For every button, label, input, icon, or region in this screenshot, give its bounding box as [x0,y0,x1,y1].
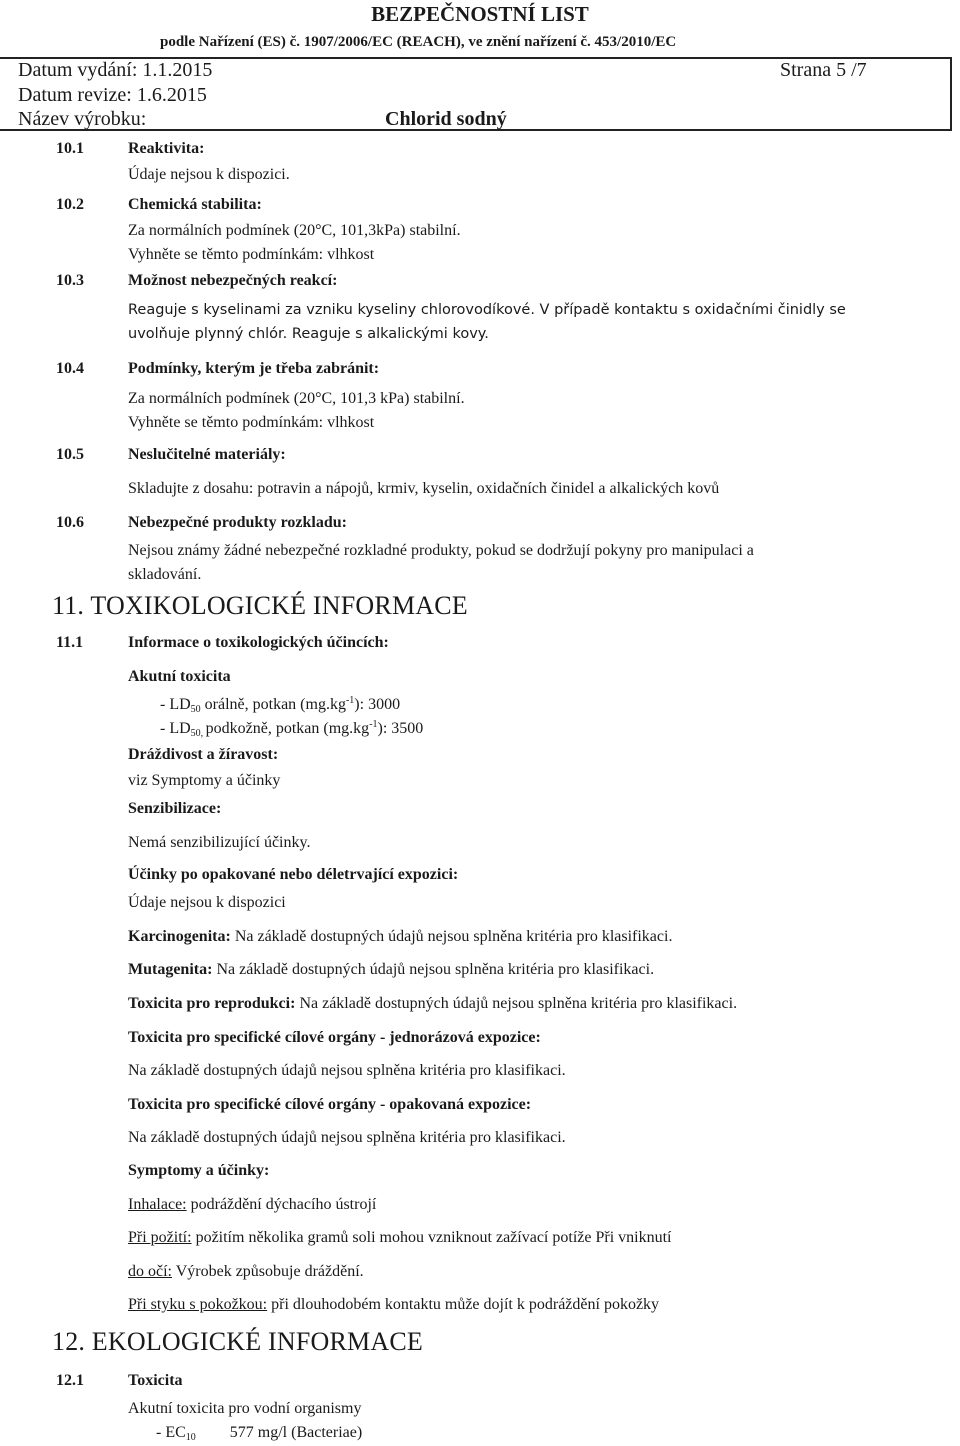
section-text: Skladujte z dosahu: potravin a nápojů, krmiv, kyselin, oxidačních činidel a alkalických kovů [128,480,720,497]
section-text: uvolňuje plynný chlór. Reaguje s alkalickými kovy. [128,326,489,342]
product-name: Chlorid sodný [385,108,507,130]
inline-text: Výrobek způsobuje dráždění. [172,1263,364,1280]
symptom-eyes [128,1263,364,1281]
inline-label: do očí: [128,1263,172,1280]
section-number: 10.6 [56,514,84,531]
section-text: Za normálních podmínek (20°C, 101,3kPa) stabilní. [128,222,461,239]
ld-text: orálně, potkan (mg.kg [200,696,346,713]
ec10-value [156,1424,362,1442]
inline-text: Na základě dostupných údajů nejsou splněna kritéria pro klasifikaci. [230,928,673,945]
section-number: 10.3 [56,272,84,289]
chapter-heading: 11. TOXIKOLOGICKÉ INFORMACE [52,591,468,620]
issue-date: Datum vydání: 1.1.2015 [18,59,213,81]
section-title: Nebezpečné produkty rozkladu: [128,514,347,531]
inline-text: Na základě dostupných údajů nejsou splněna kritéria pro klasifikaci. [295,995,738,1012]
subsection-title: Symptomy a účinky: [128,1162,270,1179]
subsection-title: Senzibilizace: [128,800,222,817]
subsection-text: viz Symptomy a účinky [128,772,281,789]
ld-superscript: -1 [369,719,378,730]
section-text: skladování. [128,566,202,583]
section-text: Reaguje s kyselinami za vzniku kyseliny chlorovodíkové. V případě kontaktu s oxidačními činidly se [128,302,846,318]
section-title: Podmínky, kterým je třeba zabránit: [128,360,380,377]
section-text: Za normálních podmínek (20°C, 101,3 kPa) stabilní. [128,390,465,407]
subsection-title: Účinky po opakované nebo déletrvající expozici: [128,866,459,883]
inline-text: podráždění dýchacího ústrojí [186,1196,377,1213]
ld-value: ): 3500 [377,720,424,737]
inline-label: Toxicita pro reprodukci: [128,995,296,1012]
ld-subscript: 50 [190,704,201,715]
inline-text: při dlouhodobém kontaktu může dojít k podráždění pokožky [267,1296,660,1313]
inline-label: Při požití: [128,1229,192,1246]
ec-subscript: 10 [185,1432,196,1443]
section-title: Chemická stabilita: [128,196,262,213]
section-number: 11.1 [56,634,84,651]
document-title: BEZPEČNOSTNÍ LIST [371,2,589,26]
symptom-ingestion [128,1229,671,1247]
ld50-dermal [160,720,423,738]
inline-text: požitím několika gramů soli mohou vzniknout zažívací potíže Při vniknutí [191,1229,672,1246]
inline-label: Karcinogenita: [128,928,231,945]
subsection-title: Akutní toxicita [128,668,231,685]
subsection-title: Toxicita pro specifické cílové orgány - jednorázová expozice: [128,1029,541,1046]
chapter-heading: 12. EKOLOGICKÉ INFORMACE [52,1327,423,1356]
ec-label: - EC [156,1424,186,1441]
section-title: Neslučitelné materiály: [128,446,286,463]
section-number: 10.1 [56,140,84,157]
inline-label: Mutagenita: [128,961,213,978]
section-text: Vyhněte se těmto podmínkám: vlhkost [128,414,375,431]
section-number: 10.2 [56,196,84,213]
section-title: Možnost nebezpečných reakcí: [128,272,338,289]
ld-label: - LD [160,696,191,713]
mutagenicity [128,961,654,979]
carcinogenicity [128,928,672,946]
ld-value: ): 3000 [354,696,401,713]
section-number: 12.1 [56,1372,84,1389]
subsection-text: Na základě dostupných údajů nejsou splněna kritéria pro klasifikaci. [128,1062,566,1079]
subsection-title: Toxicita pro specifické cílové orgány - opakovaná expozice: [128,1096,532,1113]
inline-label: Inhalace: [128,1196,187,1213]
product-label: Název výrobku: [18,108,147,130]
ld-subscript: 50, [190,728,206,739]
symptom-skin [128,1296,659,1314]
section-number: 10.4 [56,360,84,377]
section-number: 10.5 [56,446,84,463]
regulation-subtitle: podle Nařízení (ES) č. 1907/2006/EC (REACH), ve znění nařízení č. 453/2010/EC [160,34,677,50]
subsection-text: Akutní toxicita pro vodní organismy [128,1400,362,1417]
subsection-title: Dráždivost a žíravost: [128,746,279,763]
ld-label: - LD [160,720,191,737]
symptom-inhalation [128,1196,376,1214]
reproductive-toxicity [128,995,737,1013]
ec-text: 577 mg/l (Bacteriae) [229,1424,363,1441]
inline-label: Při styku s pokožkou: [128,1296,268,1313]
revision-date: Datum revize: 1.6.2015 [18,84,207,106]
page-number: Strana 5 /7 [780,59,867,81]
ld-text: podkožně, potkan (mg.kg [205,720,370,737]
ld50-oral [160,696,400,714]
subsection-text: Údaje nejsou k dispozici [128,894,286,911]
section-title: Informace o toxikologických účincích: [128,634,389,651]
section-title: Reaktivita: [128,140,205,157]
inline-text: Na základě dostupných údajů nejsou splněna kritéria pro klasifikaci. [212,961,655,978]
section-text: Nejsou známy žádné nebezpečné rozkladné produkty, pokud se dodržují pokyny pro manipulaci a [128,542,754,559]
section-text: Údaje nejsou k dispozici. [128,166,290,183]
subsection-text: Nemá senzibilizující účinky. [128,834,311,851]
section-title: Toxicita [128,1372,183,1389]
section-text: Vyhněte se těmto podmínkám: vlhkost [128,246,375,263]
ld-superscript: -1 [345,695,355,706]
subsection-text: Na základě dostupných údajů nejsou splněna kritéria pro klasifikaci. [128,1129,566,1146]
